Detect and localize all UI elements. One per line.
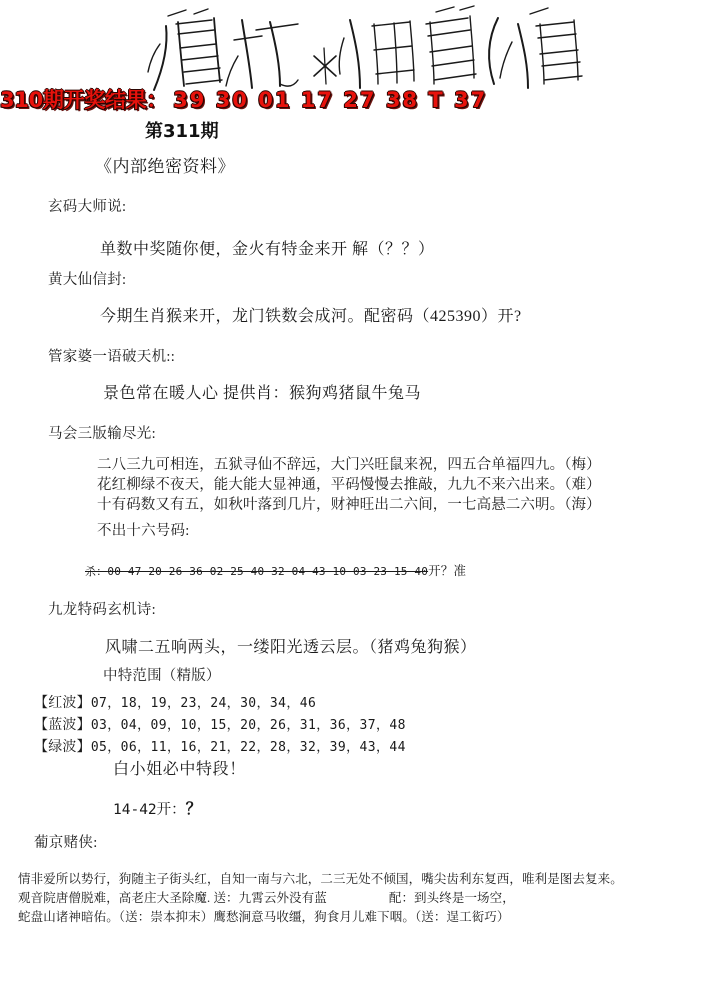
kill-numbers-list: 00 47 20 26 36 02 25 40 32 04 43 10 03 23 15 40 (107, 565, 429, 578)
draw-result-banner (0, 86, 714, 114)
section-heading-lisboa: 葡京赌侠: (34, 835, 98, 851)
wave-row-green (34, 736, 406, 756)
wave-row-red (34, 692, 316, 712)
zhongte-range-subtitle: 中特范围（精版） (103, 668, 221, 684)
section-verse-xuanma: 单数中奖随你便，金火有特金来开 解（？？） (100, 241, 435, 258)
section-heading-jiulong: 九龙特码玄机诗: (48, 602, 156, 618)
footer-line-2-part-b: 配：到头终是一场空， (388, 891, 515, 905)
header-logo-band (0, 0, 714, 98)
section-heading-mahui: 马会三版输尽光: (48, 426, 156, 442)
section-verse-jiulong: 风啸二五响两头，一缕阳光透云层。（猪鸡兔狗猴） (105, 639, 477, 656)
poem-line-3: 十有码数又有五，如秋叶落到几片，财神旺出二六间，一七高悬二六明。（海） (97, 497, 601, 513)
wave-label-green: 【绿波】 (34, 740, 91, 755)
section-heading-xuanma: 玄码大师说: (48, 199, 127, 215)
exclude-sixteen-heading: 不出十六号码: (97, 523, 190, 539)
footer-line-3: 蛇盘山诸神暗佑。（送：崇本抑末）鹰愁涧意马收缰，狗食月儿难下咽。（送：逞工衒巧） (18, 910, 510, 924)
wave-numbers-red: 07，18，19，23，24，30，34，46 (90, 696, 317, 711)
section-heading-huangdaxian: 黄大仙信封: (48, 272, 127, 288)
wave-numbers-green: 05，06，11，16，21，22，28，32，39，43，44 (90, 740, 406, 755)
footer-line-1: 情非爱所以势行，狗随主子街头红，自知一南与六北，二三无处不倾国，嘴尖齿利东复西，唯利是图去复来。 (18, 872, 623, 886)
kill-numbers-row (85, 561, 466, 579)
poem-line-1: 二八三九可相连，五狱寻仙不辞远，大门兴旺鼠来祝，四五合单福四九。（梅） (97, 457, 601, 473)
open-range-question-mark: ？ (185, 801, 202, 818)
draw-result-label: 310期开奖结果： (0, 88, 168, 112)
kill-numbers-prefix: 杀： (85, 565, 108, 578)
section-heading-guanjiapo: 管家婆一语破天机:: (48, 349, 176, 365)
open-range-value: 14-42开： (113, 802, 186, 818)
draw-result-numbers: 39 30 01 17 27 38 T 37 (173, 88, 488, 112)
section-verse-guanjiapo: 景色常在暖人心 提供肖：猴狗鸡猪鼠牛兔马 (103, 385, 422, 402)
book-title: 《内部绝密资料》 (95, 157, 235, 176)
wave-row-blue (34, 714, 406, 734)
footer-line-2-part-a: 观音院唐僧脱难，高老庄大圣除魔. 送：九霄云外没有蓝 (18, 891, 327, 905)
open-range-line (113, 796, 202, 819)
poem-line-2: 花红柳绿不夜天，能大能大显神通，平码慢慢去推敲，九九不来六出来。（难） (97, 477, 601, 493)
section-verse-huangdaxian: 今期生肖猴来开，龙门铁数会成河。配密码（425390）开? (100, 308, 522, 325)
lady-bai-line: 白小姐必中特段！ (113, 761, 246, 778)
kill-numbers-suffix: 开？准 (428, 564, 467, 578)
wave-label-blue: 【蓝波】 (34, 718, 91, 733)
wave-numbers-blue: 03，04，09，10，15，20，26，31，36，37，48 (90, 718, 406, 733)
issue-title: 第311期 (145, 121, 219, 142)
wave-label-red: 【红波】 (34, 696, 91, 711)
footer-line-2 (18, 888, 515, 906)
brush-calligraphy-banner-icon (138, 4, 588, 96)
